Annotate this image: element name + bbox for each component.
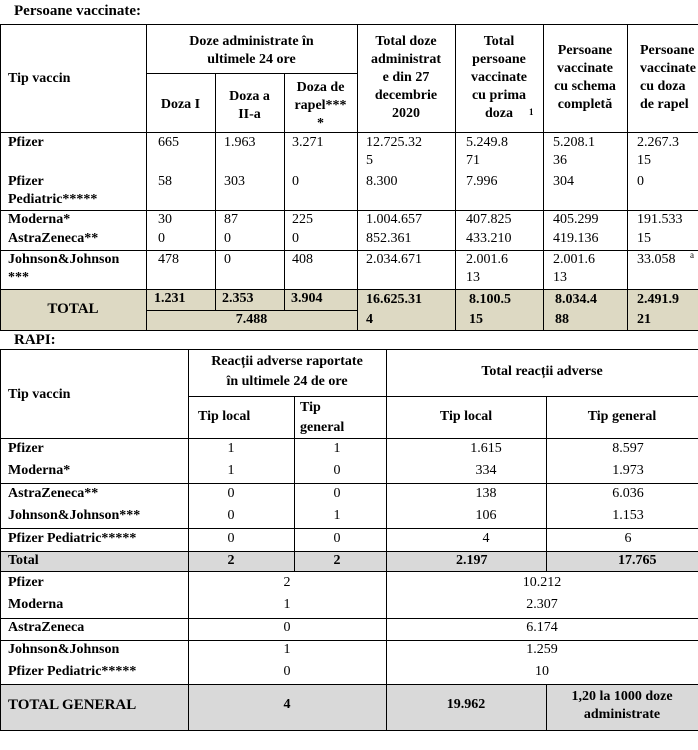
t2-sum-total: 2.307	[526, 597, 558, 612]
t2-sum-24h: 1	[283, 597, 291, 612]
t2-row-local-total: 138	[475, 486, 497, 501]
t1-total-d2: 2.353	[222, 291, 254, 306]
t2-row-name: Moderna*	[8, 463, 71, 478]
t2-row-general-total: 8.597	[612, 441, 644, 456]
t2-total-label: Total	[8, 553, 39, 568]
t2-header-tip-vaccin: Tip vaccin	[8, 387, 71, 402]
t2-row-general-total: 6	[624, 531, 632, 546]
t2-sum-name: Moderna	[8, 597, 64, 612]
t1-header-total-doze: Total doze administrat e din 27 decembrie 2020	[371, 34, 441, 121]
t1-row-total-doze: 12.725.32 5	[366, 135, 422, 168]
t1-row-schema: 2.001.6 13	[553, 252, 595, 285]
t1-row-total-doze: 1.004.657	[366, 212, 422, 227]
t1-row-total-prima: 5.249.8 71	[466, 135, 508, 168]
t1-row-doza2: 87	[224, 212, 238, 227]
t1-row-name: Pfizer	[8, 135, 44, 150]
t1-row-name: Moderna*	[8, 212, 71, 227]
t1-row-doza2: 303	[224, 174, 245, 189]
t2-header-total-react: Total reacții adverse	[481, 364, 603, 379]
t1-row-rapel: 408	[292, 252, 313, 267]
t1-row-doza2: 1.963	[224, 135, 256, 150]
t1-header-doza-2: Doza a II-a	[229, 89, 270, 122]
t2-row-local: 1	[227, 441, 235, 456]
t2-row-name: Johnson&Johnson***	[8, 508, 141, 523]
t1-row-rapel: 0	[292, 174, 299, 189]
t2-sum-24h: 2	[283, 575, 291, 590]
t1-header-schema: Persoane vaccinate cu schema completă	[554, 43, 616, 112]
t1-row-total-doze: 852.361	[366, 231, 412, 246]
section-title-vaccinated: Persoane vaccinate:	[14, 3, 142, 19]
t2-row-local: 0	[227, 531, 235, 546]
t2-total-general: 2	[333, 553, 341, 568]
t1-row-rapel-total: 15	[637, 231, 651, 246]
t1-row-schema: 419.136	[553, 231, 599, 246]
t1-total-doze: 16.625.31 4	[366, 292, 422, 327]
t2-row-local: 0	[227, 508, 235, 523]
t2-row-general-total: 1.973	[612, 463, 644, 478]
t1-row-rapel-total: 0	[637, 174, 644, 189]
t2-total-local: 2	[227, 553, 235, 568]
t2-row-local-total: 106	[475, 508, 497, 523]
t2-sum-total: 10.212	[522, 575, 562, 590]
t1-total-schema: 8.034.4 88	[555, 292, 597, 327]
t2-row-local-total: 334	[475, 463, 497, 478]
t1-total-sum24: 7.488	[235, 312, 268, 327]
t2-sum-total: 10	[535, 664, 549, 679]
t2-row-general: 0	[333, 531, 341, 546]
t1-row-schema: 304	[553, 174, 574, 189]
t2-sum-total: 6.174	[526, 620, 558, 635]
t1-header-rapel: Doza de rapel*** *	[294, 80, 347, 131]
t1-header-doze-24h: Doze administrate în ultimele 24 ore	[189, 34, 314, 67]
t1-row-doza1: 478	[158, 252, 179, 267]
t1-total-d3: 3.904	[291, 291, 323, 306]
t2-sum-name: AstraZeneca	[8, 620, 85, 635]
t1-header-total-prima: Total persoane vaccinate cu prima doza 1	[471, 34, 534, 121]
t1-row-name: Johnson&Johnson ***	[8, 252, 120, 285]
t1-total-prima: 8.100.5 15	[469, 292, 511, 327]
t1-row-rapel-total: 191.533	[637, 212, 683, 227]
t1-row-rapel: 3.271	[292, 135, 324, 150]
t1-row-doza1: 30	[158, 212, 172, 227]
t2-header-general: Tip general	[300, 400, 345, 435]
t1-total-label: TOTAL	[47, 301, 99, 317]
t1-row-doza2: 0	[224, 252, 231, 267]
t2-row-general: 1	[333, 441, 341, 456]
t1-row-total-prima: 7.996	[466, 174, 498, 189]
t2-header-react-24h: Reacții adverse raportate în ultimele 24 de ore	[211, 354, 363, 389]
t2-row-general: 0	[333, 486, 341, 501]
t1-row-doza1: 665	[158, 135, 179, 150]
t2-sum-name: Pfizer	[8, 575, 44, 590]
t1-row-doza2: 0	[224, 231, 231, 246]
t2-sum-24h: 1	[283, 642, 291, 657]
t2-grand-label: TOTAL GENERAL	[8, 697, 137, 713]
t1-total-rapel: 2.491.9 21	[637, 292, 679, 327]
t1-row-name: AstraZeneca**	[8, 231, 99, 246]
t2-grand-24h: 4	[283, 697, 291, 712]
t1-header-rapel-total: Persoane vaccinate cu doza de rapel	[640, 43, 696, 112]
t2-sum-24h: 0	[283, 620, 291, 635]
t2-row-name: AstraZeneca**	[8, 486, 99, 501]
t2-row-local-total: 1.615	[470, 441, 502, 456]
t2-row-general: 1	[333, 508, 341, 523]
t1-row-schema: 405.299	[553, 212, 599, 227]
t2-sum-name: Pfizer Pediatric*****	[8, 664, 137, 679]
t1-row-doza1: 0	[158, 231, 165, 246]
section-title-rapi: RAPI:	[14, 332, 56, 348]
t2-grand-rate: 1,20 la 1000 doze administrate	[571, 689, 673, 722]
t2-sum-total: 1.259	[526, 642, 558, 657]
t2-total-general-total: 17.765	[618, 553, 657, 568]
t1-row-rapel: 0	[292, 231, 299, 246]
t1-row-total-prima: 2.001.6 13	[466, 252, 508, 285]
t2-row-general-total: 1.153	[612, 508, 644, 523]
t1-row-rapel-total: 2.267.3 15	[637, 135, 679, 168]
t1-row-rapel: 225	[292, 212, 313, 227]
t1-header-doza-1: Doza I	[160, 97, 201, 112]
t1-row-total-doze: 2.034.671	[366, 252, 422, 267]
t1-jj-rapel-sup: a	[690, 250, 694, 260]
t1-row-schema: 5.208.1 36	[553, 135, 595, 168]
t2-row-general: 0	[333, 463, 341, 478]
t1-row-total-prima: 433.210	[466, 231, 512, 246]
t1-row-rapel-total: 33.058	[637, 252, 676, 267]
t1-header-tip-vaccin: Tip vaccin	[8, 71, 71, 86]
t2-row-local-total: 4	[482, 531, 490, 546]
t2-row-local: 1	[227, 463, 235, 478]
t2-row-general-total: 6.036	[612, 486, 644, 501]
t1-row-doza1: 58	[158, 174, 172, 189]
t2-sum-24h: 0	[283, 664, 291, 679]
t2-row-name: Pfizer Pediatric*****	[8, 531, 137, 546]
t2-total-local-total: 2.197	[456, 553, 488, 568]
t1-row-name: Pfizer Pediatric*****	[8, 174, 98, 207]
t2-header-local-total: Tip local	[439, 409, 493, 424]
t1-row-total-prima: 407.825	[466, 212, 512, 227]
t2-row-local: 0	[227, 486, 235, 501]
t2-header-general-total: Tip general	[587, 409, 657, 424]
t1-row-total-doze: 8.300	[366, 174, 398, 189]
t2-row-name: Pfizer	[8, 441, 44, 456]
t2-header-local: Tip local	[198, 409, 251, 424]
t1-total-d1: 1.231	[154, 291, 186, 306]
t2-sum-name: Johnson&Johnson	[8, 642, 120, 657]
t2-grand-total: 19.962	[446, 697, 486, 712]
